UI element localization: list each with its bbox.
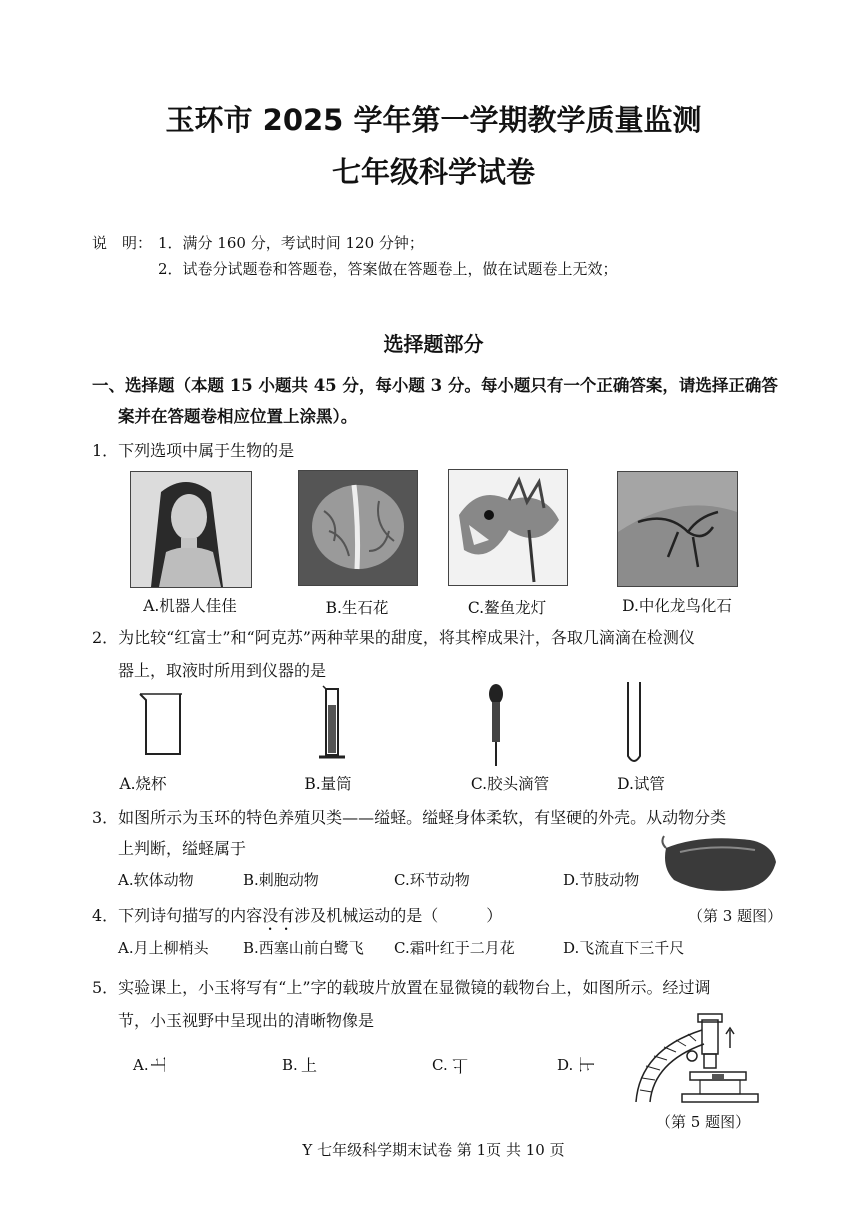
test-tube-icon [624,680,644,768]
q1-option-b: B.生石花 [325,599,389,617]
exam-subtitle: 七年级科学试卷 [331,155,535,189]
q3-option-c: C.环节动物 [394,871,470,889]
q3-option-d: D.节肢动物 [563,871,640,889]
q5-option-c-image: 上 [452,1056,469,1075]
razor-clam-photo [660,828,778,898]
q3-stem-1: 3．如图所示为玉环的特色养殖贝类——缢蛏。缢蛏身体柔软，有坚硬的外壳。从动物分类 [92,808,727,827]
robot-woman-photo [130,471,252,588]
q5-option-b-image: 上 [301,1056,318,1075]
section-intro-2: 案并在答题卷相应位置上涂黑）。 [118,407,358,426]
q2-option-d: D.试管 [617,775,665,793]
q1-option-c: C.鳌鱼龙灯 [467,599,547,617]
q2-option-a: A.烧杯 [119,775,167,793]
q4-option-a: A.月上柳梢头 [118,939,209,957]
notes-label: 说 明： [92,234,153,252]
q5-option-a-label: A. [133,1056,149,1074]
note-line-1: 1．满分 160 分，考试时间 120 分钟； [158,234,424,252]
living-stone-photo [298,470,418,586]
graduated-cylinder-icon [317,685,347,765]
q5-option-c-label: C. [432,1056,448,1074]
q5-option-d-image: 上 [576,1056,596,1073]
q5-option-a-image: 上 [149,1056,169,1073]
q4-option-b: B.西塞山前白鹭飞 [243,939,364,957]
q2-option-c: C.胶头滴管 [470,775,550,793]
q1-option-d: D.中化龙鸟化石 [622,597,732,615]
q3-option-b: B.刺胞动物 [243,871,319,889]
q1-option-a: A.机器人佳佳 [143,597,237,615]
dragon-fish-lantern-photo [448,469,568,586]
q2-option-b: B.量筒 [304,775,352,793]
q4-emphasis: 没有 [262,906,295,925]
q4-option-d: D.飞流直下三千尺 [563,939,685,957]
q5-stem-1: 5．实验课上，小玉将写有“上”字的载玻片放置在显微镜的载物台上，如图所示。经过调 [92,978,711,997]
q3-stem-2: 上判断，缢蛏属于 [118,839,247,858]
q1-stem: 1．下列选项中属于生物的是 [92,441,295,460]
q5-figure-caption: （第 5 题图） [656,1113,751,1131]
q2-stem-2: 器上，取液时所用到仪器的是 [118,661,327,680]
page-footer: Y 七年级科学期末试卷 第 1页 共 10 页 [302,1141,565,1159]
q5-option-b-label: B. [282,1056,298,1074]
section-intro-1: 一、选择题（本题 15 小题共 45 分，每小题 3 分。每小题只有一个正确答案，请选择正确答 [92,376,778,395]
q4-stem: 4．下列诗句描写的内容没有涉及机械运动的是（ ） [92,906,503,925]
dropper-icon [483,680,509,770]
fossil-photo [617,471,738,587]
beaker-icon [136,690,186,760]
exam-title: 玉环市 2025 学年第一学期教学质量监测 [165,103,702,137]
section-title: 选择题部分 [383,332,484,356]
q5-stem-2: 节，小玉视野中呈现出的清晰物像是 [118,1011,375,1030]
q3-figure-caption: （第 3 题图） [688,907,783,925]
note-line-2: 2．试卷分试题卷和答题卷，答案做在答题卷上，做在试题卷上无效； [158,260,618,278]
microscope-diagram [630,1010,768,1106]
q5-option-d-label: D. [557,1056,574,1074]
q3-option-a: A.软体动物 [118,871,194,889]
q2-stem-1: 2．为比较“红富士”和“阿克苏”两种苹果的甜度，将其榨成果汁，各取几滴滴在检测仪 [92,628,695,647]
q4-option-c: C.霜叶红于二月花 [394,939,515,957]
